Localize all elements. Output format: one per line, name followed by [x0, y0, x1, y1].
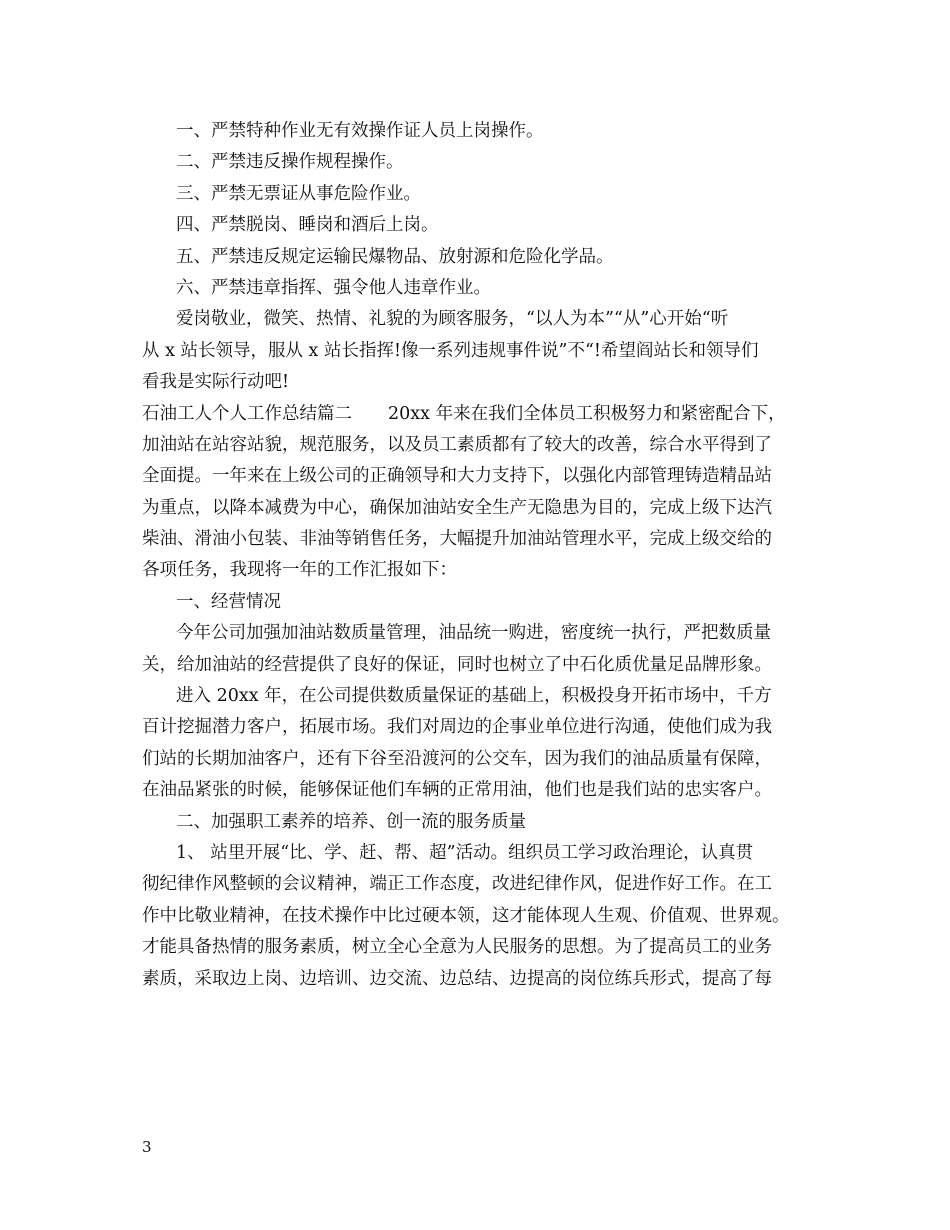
section-intro: 20xx 年来在我们全体员工积极努力和紧密配合下，	[388, 403, 786, 424]
paragraph-line: 们站的长期加油客户，还有下谷至沿渡河的公交车，因为我们的油品质量有保障，	[142, 748, 772, 769]
paragraph-line: 六、严禁违章指挥、强令他人违章作业。	[176, 277, 491, 298]
paragraph-line: 关，给加油站的经营提供了良好的保证，同时也树立了中石化质优量足品牌形象。	[142, 654, 772, 675]
paragraph-line: 爱岗敬业，微笑、热情、礼貌的为顾客服务，“以人为本”“从”心开始“听	[176, 309, 729, 330]
paragraph-line: 在油品紧张的时候，能够保证他们车辆的正常用油，他们也是我们站的忠实客户。	[142, 780, 772, 801]
paragraph-line: 柴油、滑油小包装、非油等销售任务，大幅提升加油站管理水平，完成上级交给的	[142, 529, 772, 550]
paragraph-line: 加油站在站容站貌，规范服务，以及员工素质都有了较大的改善，综合水平得到了	[142, 434, 772, 455]
paragraph-line: 各项任务，我现将一年的工作汇报如下：	[142, 560, 457, 581]
section-title: 石油工人个人工作总结篇二	[142, 403, 352, 424]
subheading-line: 一、经营情况	[176, 591, 281, 612]
paragraph-line: 四、严禁脱岗、睡岗和酒后上岗。	[176, 215, 439, 236]
paragraph-line: 三、严禁无票证从事危险作业。	[176, 183, 421, 204]
paragraph-line: 作中比敬业精神，在技术操作中比过硬本领，这才能体现人生观、价值观、世界观。	[142, 905, 790, 926]
paragraph-line: 看我是实际行动吧!	[142, 372, 290, 393]
paragraph-line: 素质，采取边上岗、边培训、边交流、边总结、边提高的岗位练兵形式，提高了每	[142, 968, 772, 989]
paragraph-line: 才能具备热情的服务素质，树立全心全意为人民服务的思想。为了提高员工的业务	[142, 937, 772, 958]
paragraph-line: 今年公司加强加油站数质量管理，油品统一购进，密度统一执行，严把数质量	[176, 623, 771, 644]
paragraph-line: 全面提。一年来在上级公司的正确领导和大力支持下，以强化内部管理铸造精品站	[142, 466, 772, 487]
paragraph-line: 一、严禁特种作业无有效操作证人员上岗操作。	[176, 121, 544, 141]
paragraph-line: 从 x 站长领导，服从 x 站长指挥!像一系列违规事件说”不“!希望阎站长和领导们	[142, 340, 759, 361]
paragraph-line: 为重点，以降本减费为中心，确保加油站安全生产无隐患为目的，完成上级下达汽	[142, 497, 772, 518]
section-title-line	[142, 399, 832, 430]
paragraph-line: 五、严禁违反规定运输民爆物品、放射源和危险化学品。	[176, 246, 614, 267]
paragraph-line: 百计挖掘潜力客户，拓展市场。我们对周边的企事业单位进行沟通，使他们成为我	[142, 717, 772, 738]
document-body	[142, 116, 832, 995]
page-number: 3	[142, 1138, 152, 1156]
subheading-line: 二、加强职工素养的培养、创一流的服务质量	[176, 811, 526, 832]
paragraph-line: 进入 20xx 年，在公司提供数质量保证的基础上，积极投身开拓市场中，千方	[176, 686, 772, 707]
paragraph-line: 二、严禁违反操作规程操作。	[176, 152, 404, 173]
paragraph-line: 1、 站里开展“比、学、赶、帮、超”活动。组织员工学习政治理论，认真贯	[176, 842, 754, 863]
paragraph-line: 彻纪律作风整顿的会议精神，端正工作态度，改进纪律作风，促进作好工作。在工	[142, 874, 772, 895]
